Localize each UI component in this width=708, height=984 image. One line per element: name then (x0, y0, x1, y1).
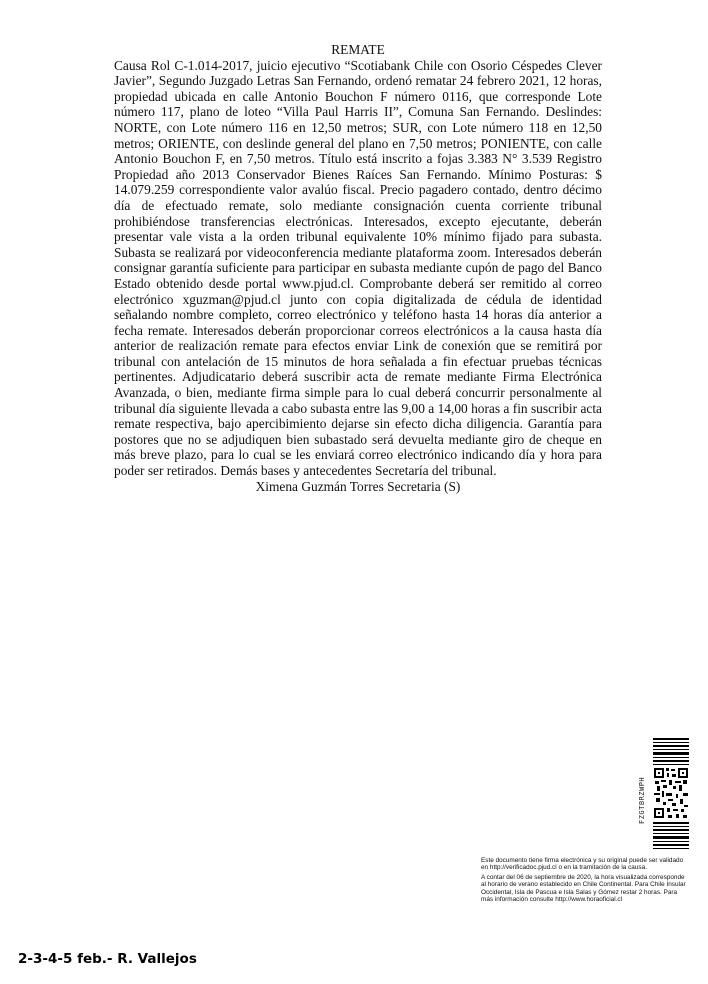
verification-note: Este documento tiene firma electrónica y su original puede ser validado en http://verificadoc.pjud.cl o en la tramitación de la causa. (481, 857, 684, 872)
qr-stamp-icon (653, 738, 689, 850)
verification-code: FZGTBRZWPH (638, 776, 646, 824)
secretary-signature: Ximena Guzmán Torres Secretaria (S) (255, 478, 461, 494)
notice-body: Causa Rol C-1.014-2017, juicio ejecutivo “Scotiabank Chile con Osorio Céspedes Clever Javier”, Segundo Juzgado Letras San Fernando, ordenó rematar 24 febrero 2021, 12 horas, propiedad ubicada en calle Antonio Bouchon F número 0116, que corresponde Lote número 117, plano de loteo “Villa Paul Harris II”, Comuna San Fernando. Deslindes: NORTE, con Lote número 116 en 12,50 metros; SUR, con Lote número 118 en 12,50 metros; ORIENTE, con deslinde general del plano en 7,50 metros; PONIENTE, con calle Antonio Bouchon F, en 7,50 metros. Título está inscrito a fojas 3.383 N° 3.539 Registro Propiedad año 2013 Conservador Bienes Raíces San Fernando. Mínimo Posturas: $ 14.079.259 correspondiente valor avalúo fiscal. Precio pagadero contado, dentro décimo día de efectuado remate, solo mediante consignación cuenta corriente tribunal prohibiéndose transferencias electrónicas. Interesados, excepto ejecutante, deberán presentar vale vista a la orden tribunal equivalente 10% mínimo fijado para subasta. Subasta se realizará por videoconferencia mediante plataforma zoom. Interesados deberán consignar garantía suficiente para participar en subasta mediante cupón de pago del Banco Estado obtenido desde portal www.pjud.cl. Comprobante deberá ser remitido al correo electrónico xguzman@pjud.cl junto con copia digitalizada de cédula de identidad señalando nombre completo, correo electrónico y teléfono hasta 14 horas día anterior a fecha remate. Interesados deberán proporcionar correos electrónicos a la causa hasta día anterior de realización remate para efectos enviar Link de conexión que se remitirá por tribunal con antelación de 15 minutos de hora señalada a fin efectuar pruebas técnicas pertinentes. Adjudicatario deberá suscribir acta de remate mediante Firma Electrónica Avanzada, o bien, mediante firma simple para lo cual deberá concurrir personalmente al tribunal día siguiente llevada a cabo subasta entre las 9,00 a 14,00 horas a fin suscribir acta remate respectiva, bajo apercibimiento dejarse sin efecto dicha diligencia. Garantía para postores que no se adjudiquen bien subastado será devuelta mediante giro de cheque en más breve plazo, para lo cual se les enviará correo electrónico indicando día y hora para poder ser retirados. Demás bases y antecedentes Secretaría del tribunal. (114, 57, 602, 479)
timezone-note: A contar del 06 de septiembre de 2020, la hora visualizada corresponde al horario de verano establecido en Chile Continental. Para Chile Insular Occidental, Isla de Pascua e Isla Salas y Gómez restar 2 horas. Para más información consulte http://www.horaoficial.cl (481, 873, 686, 904)
publication-footer: 2-3-4-5 feb.- R. Vallejos (18, 951, 197, 967)
electronic-signature-notice (481, 857, 690, 905)
notice-block (114, 42, 602, 494)
notice-title: REMATE (331, 42, 385, 57)
